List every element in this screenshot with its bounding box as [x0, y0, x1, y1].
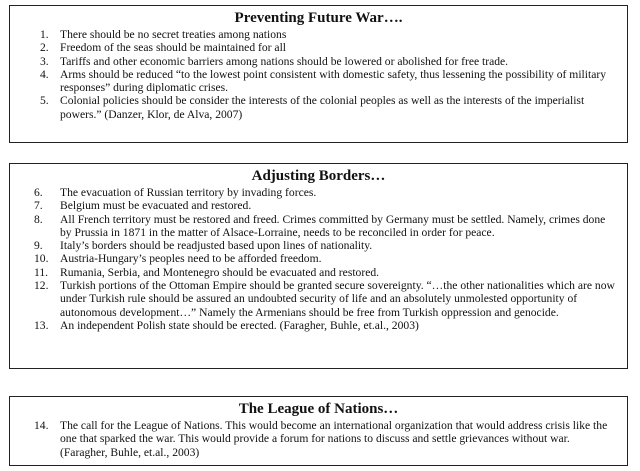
item-text: Italy’s borders should be readjusted based upon lines of nationality. — [60, 239, 373, 253]
item-number: 10. — [34, 252, 49, 266]
item-text: Arms should be reduced “to the lowest point consistent with domestic safety, thus lessening the possibility of military responses” during diplomatic crises. — [60, 67, 607, 95]
list-item — [20, 266, 617, 279]
section-title: The League of Nations… — [238, 401, 399, 417]
list-item — [20, 319, 617, 332]
list-item — [20, 419, 617, 459]
item-text: The call for the League of Nations. This would become an international organization that would address crisis like the one that sparked the war. This would provide a forum for nations to discuss and settle grievances without war. (Faragher, Buhle, et.al., 2003) — [60, 419, 608, 459]
section-adjusting-borders — [9, 163, 628, 369]
list-item — [20, 68, 617, 95]
item-number: 3. — [40, 54, 49, 68]
item-number: 12. — [34, 279, 49, 293]
list-item — [20, 239, 617, 252]
list-item — [20, 199, 617, 212]
item-number: 5. — [40, 94, 49, 108]
list-item — [20, 94, 617, 121]
section-league-of-nations — [9, 396, 628, 466]
item-number: 6. — [34, 186, 43, 199]
list-item — [20, 279, 617, 319]
item-text: All French territory must be restored and freed. Crimes committed by Germany must be settled. Namely, crimes done by Prussia in 1871 in the matter of Alsace-Lorraine, needs to be reconciled in order for peace. — [60, 212, 606, 239]
list-item — [20, 55, 617, 68]
item-number: 1. — [40, 28, 49, 41]
list-item — [20, 186, 617, 199]
section-preventing-future-war — [9, 5, 628, 143]
points-list — [20, 186, 617, 332]
list-item — [20, 252, 617, 265]
points-list — [20, 419, 617, 459]
item-number: 13. — [34, 318, 49, 332]
item-text: Freedom of the seas should be maintained for all — [60, 41, 287, 55]
list-item — [20, 28, 617, 41]
item-number: 2. — [40, 41, 49, 55]
item-text: Tariffs and other economic barriers among nations should be lowered or abolished for free trade. — [60, 54, 509, 68]
item-text: Austria-Hungary’s peoples need to be afforded freedom. — [60, 252, 322, 266]
section-title: Adjusting Borders… — [251, 168, 386, 184]
section-title: Preventing Future War…. — [234, 10, 403, 26]
item-number: 11. — [34, 265, 49, 279]
item-number: 8. — [34, 212, 43, 226]
item-number: 4. — [40, 67, 49, 81]
item-text: Turkish portions of the Ottoman Empire should be granted secure sovereignty. “…the other nationalities which are now under Turkish rule should be assured an undoubted security of life and an absolutely unmolested opportunity of autonomous development…” Namely the Armenians should be free from Turkish oppression and genocide. — [60, 279, 615, 319]
item-text: Belgium must be evacuated and restored. — [60, 199, 252, 213]
list-item — [20, 41, 617, 54]
points-list — [20, 28, 617, 121]
item-number: 7. — [34, 199, 43, 213]
item-text: Colonial policies should be consider the interests of the colonial peoples as well as the interests of the imperialist powers.” (Danzer, Klor, de Alva, 2007) — [60, 94, 585, 121]
item-number: 14. — [34, 419, 49, 432]
item-number: 9. — [34, 239, 43, 253]
item-text: The evacuation of Russian territory by invading forces. — [60, 186, 317, 199]
item-text: Rumania, Serbia, and Montenegro should be evacuated and restored. — [60, 265, 380, 279]
item-text: An independent Polish state should be erected. (Faragher, Buhle, et.al., 2003) — [60, 318, 419, 332]
list-item — [20, 213, 617, 240]
item-text: There should be no secret treaties among nations — [60, 28, 287, 41]
